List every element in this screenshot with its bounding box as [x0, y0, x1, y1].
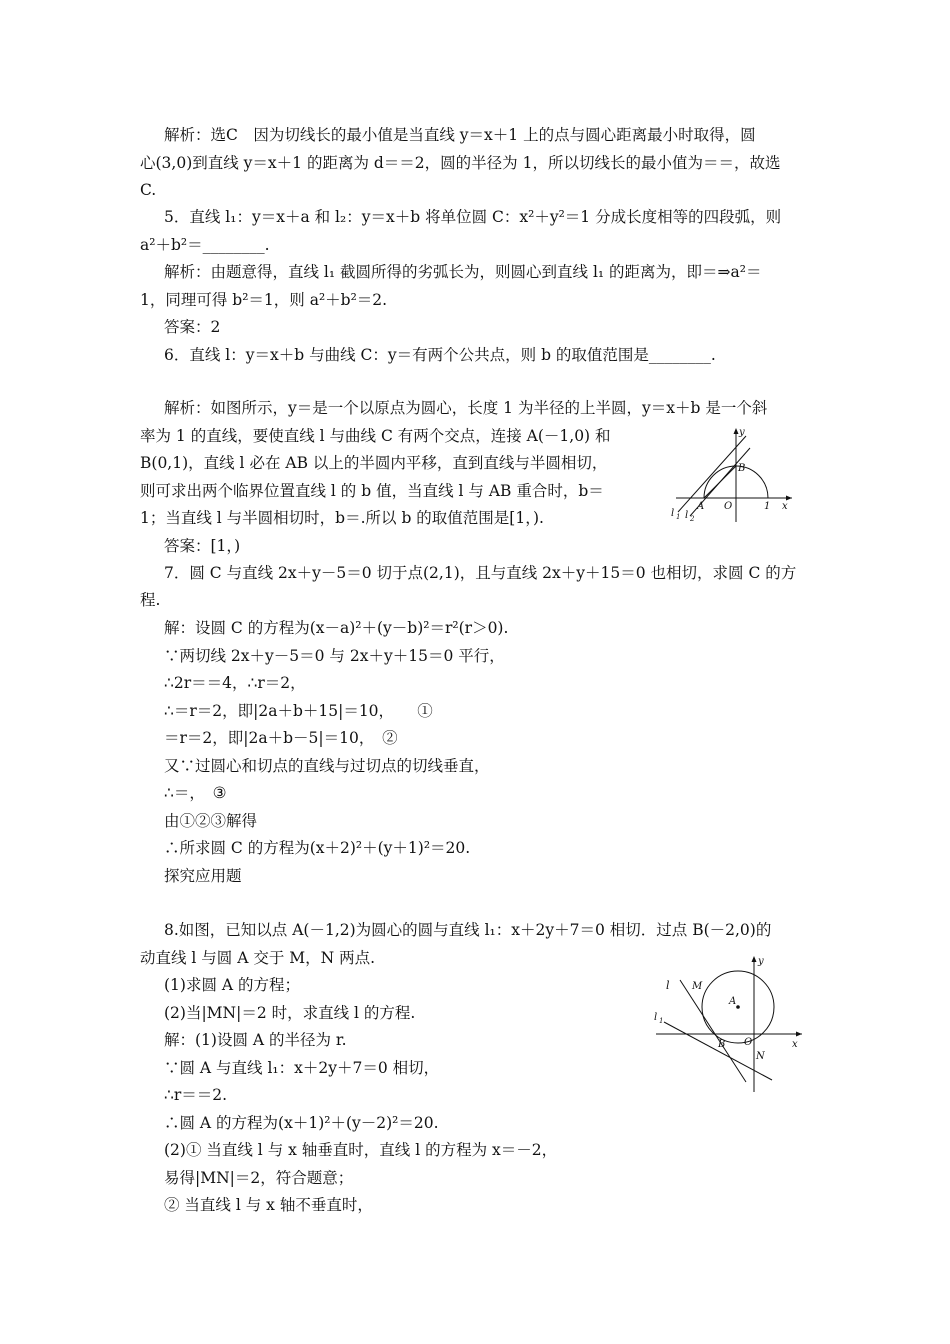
x-axis-label: x	[782, 501, 788, 512]
x-axis-label: x	[792, 1039, 798, 1050]
text-line: 心(3,0)到直线 y＝x＋1 的距离为 d＝＝2，圆的半径为 1，所以切线长的最小值为＝＝，故选	[140, 154, 781, 172]
text-line: 8.如图，已知以点 A(－1,2)为圆心的圆与直线 l₁：x＋2y＋7＝0 相切．过点 B(－2,0)的	[164, 921, 772, 939]
point-label-b: B	[738, 463, 746, 474]
text-line: 解析：如图所示，y＝是一个以原点为圆心，长度 1 为半径的上半圆，y＝x＋b 是一个斜	[164, 399, 768, 417]
text-line: ＝r＝2，即|2a＋b－5|＝10， ②	[164, 729, 398, 747]
text-line: 1；当直线 l 与半圆相切时，b＝.所以 b 的取值范围是[1，).	[140, 509, 544, 527]
line-label-l1: l	[671, 508, 675, 519]
text-line: ∴2r＝＝4，∴r＝2，	[164, 674, 306, 692]
text-line: ∵两切线 2x＋y－5＝0 与 2x＋y＋15＝0 平行，	[164, 647, 505, 665]
text-line: ∴＝r＝2，即|2a＋b＋15|＝10， ①	[164, 702, 433, 720]
line-label-l2: l	[685, 510, 689, 521]
origin-label: O	[724, 501, 733, 512]
text-line: 则可求出两个临界位置直线 l 的 b 值，当直线 l 与 AB 重合时，b＝	[140, 482, 604, 500]
text-line: ∴所求圆 C 的方程为(x＋2)²＋(y＋1)²＝20.	[164, 839, 471, 857]
text-line: ∵圆 A 与直线 l₁：x＋2y＋7＝0 相切，	[164, 1059, 440, 1077]
text-line: 1，同理可得 b²＝1，则 a²＋b²＝2.	[140, 291, 388, 309]
text-line: 解：(1)设圆 A 的半径为 r.	[164, 1031, 347, 1049]
text-line: 答案：[1，)	[164, 537, 241, 555]
text-line: ∴r＝＝2.	[164, 1086, 228, 1104]
circle-tangent-figure	[652, 952, 812, 1097]
text-line: 解析：选C 因为切线长的最小值是当直线 y＝x＋1 上的点与圆心距离最小时取得，圆	[164, 126, 756, 144]
line-label-l: l	[666, 979, 670, 992]
point-label-b: B	[718, 1039, 726, 1050]
text-line: a²＋b²＝________.	[140, 236, 270, 254]
text-line: ∴＝， ③	[164, 784, 227, 802]
section-heading: 探究应用题	[164, 867, 242, 885]
text-line: 动直线 l 与圆 A 交于 M，N 两点.	[140, 949, 376, 967]
text-line: 程.	[140, 591, 161, 609]
text-line: ∴圆 A 的方程为(x＋1)²＋(y－2)²＝20.	[164, 1114, 439, 1132]
text-line: (2)当|MN|＝2 时，求直线 l 的方程.	[164, 1004, 416, 1022]
tick-label-one: 1	[764, 501, 771, 512]
point-label-a: A	[697, 501, 705, 512]
text-line: 率为 1 的直线，要使直线 l 与曲线 C 有两个交点，连接 A(－1,0) 和	[140, 427, 611, 445]
text-line: 7．圆 C 与直线 2x＋y－5＝0 切于点(2,1)，且与直线 2x＋y＋15＝0 也相切，求圆 C 的方	[164, 564, 797, 582]
text-line: (1)求圆 A 的方程；	[164, 976, 301, 994]
y-axis-label: y	[739, 427, 745, 438]
text-line: 解：设圆 C 的方程为(x－a)²＋(y－b)²＝r²(r＞0).	[164, 619, 509, 637]
text-line: (2)① 当直线 l 与 x 轴垂直时，直线 l 的方程为 x＝－2，	[164, 1141, 558, 1159]
line-label-l2-sub: 2	[690, 515, 695, 523]
line-label-l1-sub: 1	[659, 1017, 664, 1025]
point-label-m: M	[692, 981, 703, 992]
text-line: 答案：2	[164, 318, 221, 336]
point-label-n: N	[756, 1051, 765, 1062]
text-line: 解析：由题意得，直线 l₁ 截圆所得的劣弧长为，则圆心到直线 l₁ 的距离为，即＝⇒a²＝	[164, 263, 762, 281]
text-line: 易得|MN|＝2，符合题意；	[164, 1169, 354, 1187]
y-axis-label: y	[758, 956, 764, 967]
point-label-a: A	[729, 996, 737, 1007]
line-label-l1-sub: 1	[676, 513, 681, 521]
text-line: ② 当直线 l 与 x 轴不垂直时，	[164, 1196, 373, 1214]
text-line: 由①②③解得	[164, 812, 258, 830]
origin-label: O	[744, 1037, 753, 1048]
text-line: C.	[140, 181, 157, 199]
text-line: B(0,1)，直线 l 必在 AB 以上的半圆内平移，直到直线与半圆相切，	[140, 454, 608, 472]
semicircle-figure	[668, 424, 798, 524]
text-line: 又∵过圆心和切点的直线与过切点的切线垂直，	[164, 757, 490, 775]
line-label-l1: l	[654, 1012, 658, 1023]
text-line: 6．直线 l：y＝x＋b 与曲线 C：y＝有两个公共点，则 b 的取值范围是________.	[164, 346, 716, 364]
text-line: 5．直线 l₁：y＝x＋a 和 l₂：y＝x＋b 将单位圆 C：x²＋y²＝1 分成长度相等的四段弧，则	[164, 208, 782, 226]
